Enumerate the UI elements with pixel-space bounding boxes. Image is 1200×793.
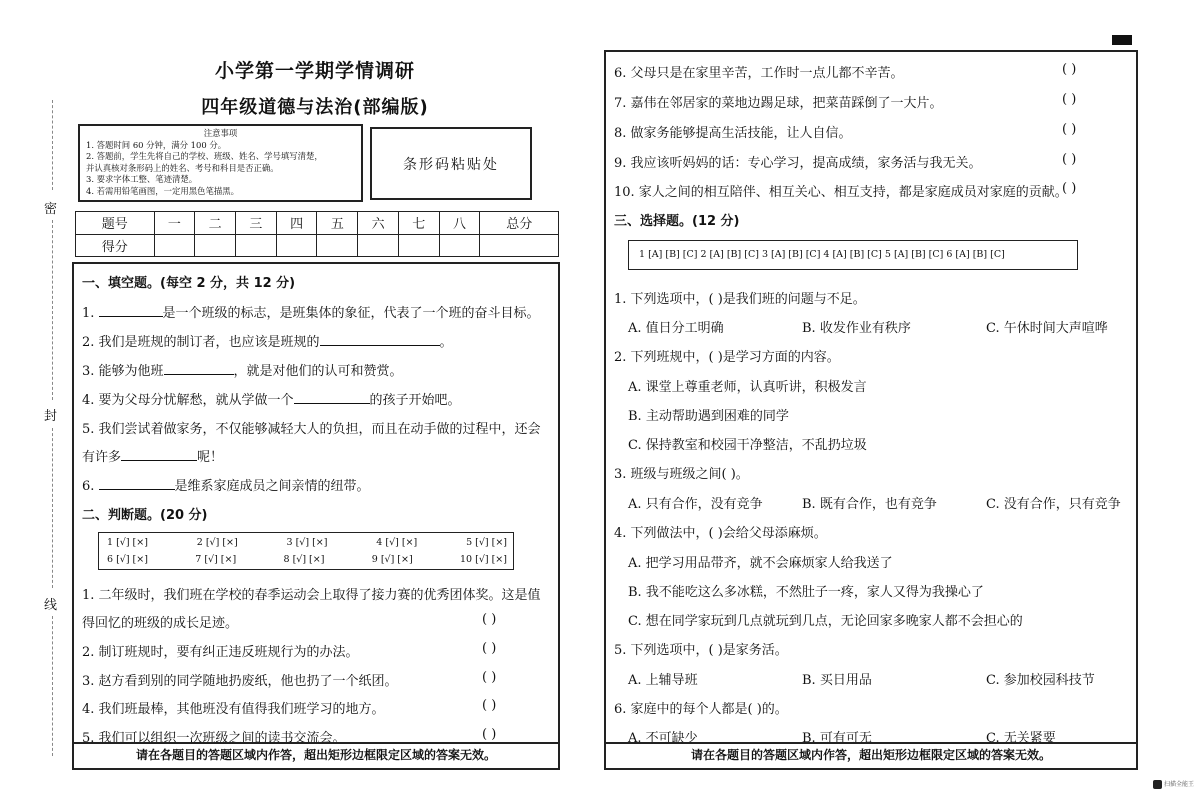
tf-option[interactable]: 5 [√] [×] <box>466 537 507 548</box>
score-header-cell: 一 <box>154 212 195 235</box>
choice-question-1: 1. 下列选项中，( )是我们班的问题与不足。 <box>614 292 866 307</box>
tf-option[interactable]: 6 [√] [×] <box>107 554 148 565</box>
judge-question-2: 2. 制订班规时，要有纠正违反班规行为的办法。 <box>82 645 359 660</box>
answer-paren[interactable]: ( ) <box>1062 152 1077 167</box>
answer-paren[interactable]: ( ) <box>482 727 497 742</box>
score-cell[interactable] <box>480 234 559 257</box>
notice-item: 4. 若需用铅笔画图，一定用黑色笔描黑。 <box>86 185 240 196</box>
choice-option[interactable]: A. 上辅导班 <box>628 673 698 688</box>
choice-question-3: 3. 班级与班级之间( )。 <box>614 467 749 482</box>
judge-question-9: 9. 我应该听妈妈的话：专心学习，提高成绩，家务活与我无关。 <box>614 156 982 171</box>
judge-question-6: 6. 父母只是在家里辛苦，工作时一点儿都不辛苦。 <box>614 66 904 81</box>
judge-question-1: 1. 二年级时，我们班在学校的春季运动会上取得了接力赛的优秀团体奖。这是值 <box>82 588 541 603</box>
tf-answer-box <box>98 532 514 570</box>
score-table <box>75 211 559 257</box>
score-header-cell: 三 <box>236 212 277 235</box>
alignment-marker <box>1112 35 1132 45</box>
score-header-cell: 六 <box>358 212 399 235</box>
choice-option[interactable]: C. 没有合作，只有竞争 <box>986 497 1121 512</box>
tf-option[interactable]: 7 [√] [×] <box>195 554 237 565</box>
fill-question-5-cont: 有许多 呢！ <box>82 450 224 465</box>
choice-option[interactable]: B. 既有合作，也有竞争 <box>802 497 937 512</box>
barcode-area <box>370 127 532 200</box>
exam-subtitle: 四年级道德与法治(部编版) <box>201 97 429 118</box>
choice-option[interactable]: C. 保持教室和校园干净整洁，不乱扔垃圾 <box>628 438 867 453</box>
fill-question-6: 6. 是维系家庭成员之间亲情的纽带。 <box>82 479 370 494</box>
score-cell[interactable] <box>236 234 277 257</box>
choice-question-5: 5. 下列选项中，( )是家务活。 <box>614 643 788 658</box>
fill-question-4: 4. 要为父母分忧解愁，就从学做一个 的孩子开始吧。 <box>82 393 461 408</box>
judge-question-7: 7. 嘉伟在邻居家的菜地边踢足球，把菜苗踩倒了一大片。 <box>614 96 943 111</box>
exam-title: 小学第一学期学情调研 <box>214 60 415 82</box>
choice-option[interactable]: B. 收发作业有秩序 <box>802 321 911 336</box>
tf-option[interactable]: 4 [√] [×] <box>376 537 418 548</box>
panel-footer-warning: 请在各题目的答题区域内作答，超出矩形边框限定区域的答案无效。 <box>74 742 558 768</box>
score-cell[interactable] <box>154 234 195 257</box>
score-header-cell: 总分 <box>480 212 559 235</box>
answer-paren[interactable]: ( ) <box>482 670 497 685</box>
choice-option[interactable]: A. 值日分工明确 <box>628 321 724 336</box>
answer-paren[interactable]: ( ) <box>482 698 497 713</box>
binding-dash <box>52 100 53 190</box>
fill-blank[interactable] <box>294 391 370 404</box>
barcode-label: 条形码粘贴处 <box>403 156 499 173</box>
binding-dash <box>52 616 53 756</box>
binding-dash <box>52 428 53 588</box>
choice-option[interactable]: A. 把学习用品带齐，就不会麻烦家人给我送了 <box>628 556 893 571</box>
answer-paren[interactable]: ( ) <box>1062 92 1077 107</box>
score-header-cell: 八 <box>439 212 480 235</box>
score-cell[interactable] <box>398 234 439 257</box>
tf-option[interactable]: 1 [√] [×] <box>107 537 148 548</box>
scanner-logo-icon <box>1153 780 1162 789</box>
score-cell[interactable] <box>276 234 317 257</box>
section2-title: 二、判断题。(20 分) <box>82 508 208 523</box>
choice-option[interactable]: C. 想在同学家玩到几点就玩到几点，无论回家多晚家人都不会担心的 <box>628 614 1023 629</box>
choice-option[interactable]: C. 无关紧要 <box>986 731 1056 746</box>
choice-question-4: 4. 下列做法中，( )会给父母添麻烦。 <box>614 526 827 541</box>
binding-dash <box>52 220 53 400</box>
fill-blank[interactable] <box>99 477 175 490</box>
binding-line <box>40 100 62 760</box>
notice-item: 2. 答题前，学生先将自己的学校、班级、姓名、学号填写清楚， <box>86 151 323 162</box>
fill-question-5: 5. 我们尝试着做家务，不仅能够减轻大人的负担，而且在动手做的过程中，还会 <box>82 422 541 437</box>
score-header-cell: 五 <box>317 212 358 235</box>
choice-option[interactable]: A. 不可缺少 <box>628 731 698 746</box>
fill-blank[interactable] <box>99 304 163 317</box>
notice-heading: 注意事项 <box>203 128 238 138</box>
score-header-cell: 二 <box>195 212 236 235</box>
fill-blank[interactable] <box>121 448 197 461</box>
choice-option[interactable]: B. 主动帮助遇到困难的同学 <box>628 409 789 424</box>
score-header-cell: 题号 <box>76 212 155 235</box>
score-cell[interactable] <box>439 234 480 257</box>
left-answer-panel <box>72 262 560 770</box>
judge-question-3: 3. 赵方看到别的同学随地扔废纸，他也扔了一个纸团。 <box>82 674 398 689</box>
tf-answer-row <box>107 554 507 565</box>
answer-paren[interactable]: ( ) <box>482 641 497 656</box>
fill-question-3: 3. 能够为他班 ，就是对他们的认可和赞赏。 <box>82 364 403 379</box>
section3-title: 三、选择题。(12 分) <box>614 214 740 229</box>
answer-paren[interactable]: ( ) <box>1062 181 1077 196</box>
tf-option[interactable]: 10 [√] [×] <box>460 554 507 565</box>
fill-blank[interactable] <box>164 362 234 375</box>
fill-question-1: 1. 是一个班级的标志，是班集体的象征，代表了一个班的奋斗目标。 <box>82 306 540 321</box>
score-cell[interactable] <box>358 234 399 257</box>
judge-question-4: 4. 我们班最棒，其他班没有值得我们班学习的地方。 <box>82 702 385 717</box>
choice-option[interactable]: A. 课堂上尊重老师，认真听讲，积极发言 <box>628 380 867 395</box>
tf-option[interactable]: 9 [√] [×] <box>371 554 413 565</box>
choice-option[interactable]: C. 参加校园科技节 <box>986 673 1095 688</box>
score-cell[interactable] <box>317 234 358 257</box>
tf-option[interactable]: 3 [√] [×] <box>286 537 328 548</box>
tf-answer-row <box>107 537 507 548</box>
judge-question-8: 8. 做家务能够提高生活技能，让人自信。 <box>614 126 852 141</box>
choice-option[interactable]: B. 买日用品 <box>802 673 872 688</box>
right-answer-panel <box>604 50 1138 770</box>
judge-question-10: 10. 家人之间的相互陪伴、相互关心、相互支持，都是家庭成员对家庭的贡献。 <box>614 185 1068 200</box>
choice-option[interactable]: A. 只有合作，没有竞争 <box>628 497 763 512</box>
answer-paren[interactable]: ( ) <box>1062 122 1077 137</box>
score-label-cell: 得分 <box>76 234 155 257</box>
fill-question-2: 2. 我们是班规的制订者，也应该是班规的 。 <box>82 335 453 350</box>
choice-question-6: 6. 家庭中的每个人都是( )的。 <box>614 702 788 717</box>
choice-option[interactable]: C. 午休时间大声喧哗 <box>986 321 1108 336</box>
choice-option[interactable]: B. 我不能吃这么多冰糕，不然肚子一疼，家人又得为我操心了 <box>628 585 984 600</box>
binding-mark-feng: 封 <box>44 409 58 424</box>
notice-item: 并认真核对条形码上的姓名、考号和科目是否正确。 <box>86 162 279 173</box>
binding-mark-xian: 线 <box>44 598 58 613</box>
judge-question-5: 5. 我们可以组织一次班级之间的读书交流会。 <box>82 731 346 746</box>
binding-mark-mi: 密 <box>44 202 58 217</box>
choice-option[interactable]: B. 可有可无 <box>802 731 872 746</box>
tf-option[interactable]: 8 [√] [×] <box>283 554 325 565</box>
panel-footer-warning: 请在各题目的答题区域内作答，超出矩形边框限定区域的答案无效。 <box>606 742 1136 768</box>
choice-answer-row[interactable]: 1 [A] [B] [C] 2 [A] [B] [C] 3 [A] [B] [C] 4 [A] [B] [C] 5 [A] [B] [C] 6 [A] [B] [C] <box>639 249 1005 260</box>
fill-blank[interactable] <box>320 333 440 346</box>
score-table-header-row <box>76 212 559 235</box>
score-table-score-row <box>76 234 559 257</box>
choice-question-2: 2. 下列班规中，( )是学习方面的内容。 <box>614 350 840 365</box>
answer-paren[interactable]: ( ) <box>482 612 497 627</box>
answer-paren[interactable]: ( ) <box>1062 62 1077 77</box>
notice-item: 3. 要求字体工整、笔迹清楚。 <box>86 174 198 185</box>
scanner-watermark: 扫描全能王 <box>1153 779 1194 789</box>
notice-box <box>78 124 363 202</box>
score-header-cell: 七 <box>398 212 439 235</box>
section1-title: 一、填空题。(每空 2 分，共 12 分) <box>82 276 296 291</box>
score-cell[interactable] <box>195 234 236 257</box>
tf-option[interactable]: 2 [√] [×] <box>196 537 238 548</box>
score-header-cell: 四 <box>276 212 317 235</box>
choice-answer-box <box>628 240 1078 270</box>
notice-item: 1. 答题时间 60 分钟，满分 100 分。 <box>86 139 227 150</box>
judge-question-1-cont: 得回忆的班级的成长足迹。 <box>82 616 239 631</box>
